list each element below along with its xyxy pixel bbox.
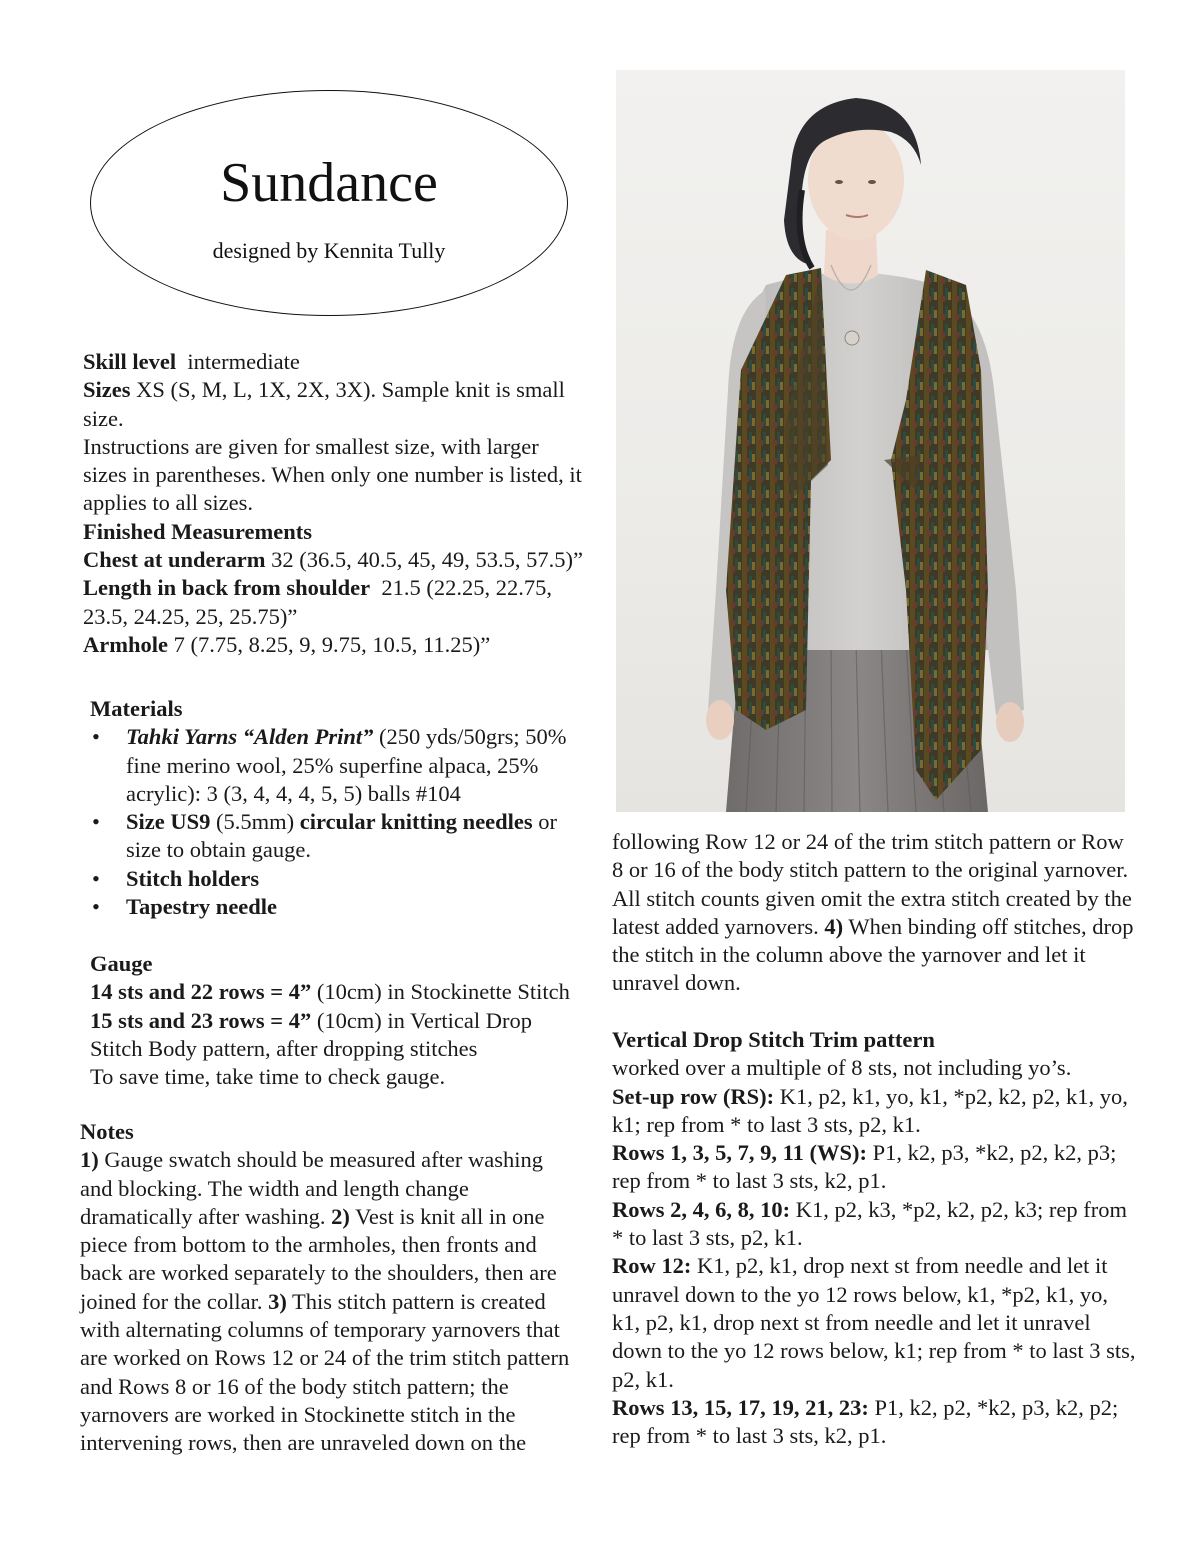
rows-13-23 [612,1394,1137,1451]
note-2-num: 2) [331,1203,350,1229]
tapestry-label: Tapestry needle [126,894,278,920]
sizes-value: XS (S, M, L, 1X, 2X, 3X). Sample knit is small size. [83,377,565,431]
notes-section [80,1118,575,1458]
gauge-section [90,950,575,1091]
materials-list [90,723,570,921]
row-12 [612,1252,1137,1393]
rows-odd [612,1139,1137,1196]
trim-intro: worked over a multiple of 8 sts, not including yo’s. [612,1055,1072,1081]
details-section [83,348,583,659]
armhole-label: Armhole [83,631,168,657]
yarn-name: Tahki Yarns “Alden Print” [126,724,374,750]
note-3-text: This stitch pattern is created with alternating columns of temporary yarnovers that are worked on Rows 12 or 24 of the trim stitch pattern and Rows 8 or 16 of the body stitch pattern; the yarnovers are worked in Stockinette stitch in the intervening rows, then are unraveled down on the [80,1288,570,1456]
pattern-title: Sundance [220,152,438,214]
materials-item-yarn [90,723,570,808]
length-value: 21.5 (22.25, 22.75, 23.5, 24.25, 25, 25.75)” [83,575,553,629]
rows-13-text: P1, k2, p2, *k2, p3, k2, p2; rep from * to last 3 sts, k2, p1. [612,1394,1119,1449]
materials-item-needles [90,808,570,865]
trim-heading: Vertical Drop Stitch Trim pattern [612,1027,935,1052]
model-photo [616,70,1125,812]
gauge-line-3: To save time, take time to check gauge. [90,1064,446,1090]
rows-even [612,1196,1137,1253]
setup-text: K1, p2, k1, yo, k1, *p2, k2, p2, k1, yo, k1; rep from * to last 3 sts, p2, k1. [612,1083,1128,1137]
row-12-text: K1, p2, k1, drop next st from needle and let it unravel down to the yo 12 rows below, k1, *p2, k1, yo, k1, p2, k1, drop next st from needle and let it unravel down to the yo 12 rows below, k1; rep from * to last 3 sts, p2, k1. [612,1253,1136,1392]
armhole-line [83,631,583,659]
vest-model-illustration [616,70,1125,812]
finished-measurements-heading: Finished Measurements [83,518,312,544]
materials-item-needle [90,893,570,921]
gauge-line-2 [90,1007,575,1064]
gauge-heading: Gauge [90,951,153,976]
bullet: • [92,894,100,920]
materials-item-holders [90,865,570,893]
materials-section [90,695,570,921]
row-12-label: Row 12: [612,1253,692,1279]
length-line [83,574,583,631]
setup-row [612,1083,1137,1140]
needle-size: Size US9 [126,809,211,835]
gauge-2-bold: 15 sts and 23 rows = 4” [90,1007,312,1033]
gauge-2-text: (10cm) in Vertical Drop Stitch Body pattern, after dropping stitches [90,1007,532,1061]
gauge-1-text: (10cm) in Stockinette Stitch [316,979,570,1005]
trim-pattern-section [612,1026,1137,1450]
bullet: • [92,809,100,835]
skill-line [83,348,583,376]
rows-13-label: Rows 13, 15, 17, 19, 21, 23: [612,1394,869,1420]
holders-label: Stitch holders [126,865,260,891]
materials-heading: Materials [90,696,183,721]
rows-odd-text: P1, k2, p3, *k2, p2, k2, p3; rep from * to last 3 sts, k2, p1. [612,1140,1117,1194]
needle-type: circular knitting needles [299,809,533,835]
note-1-num: 1) [80,1147,99,1173]
sizes-line [83,376,583,433]
note-2-text: Vest is knit all in one piece from bottom to the armholes, then fronts and back are worked separately to the shoulders, then are joined for the collar. [80,1203,557,1314]
notes-continued [612,828,1137,998]
needle-metric: (5.5mm) [216,809,295,835]
bullet: • [92,724,100,750]
notes-heading: Notes [80,1119,134,1144]
instructions-note: Instructions are given for smallest size, with larger sizes in parentheses. When only one number is listed, it applies to all sizes. [83,433,582,516]
setup-label: Set-up row (RS): [612,1083,775,1109]
note-4-num: 4) [824,913,844,939]
rows-odd-label: Rows 1, 3, 5, 7, 9, 11 (WS): [612,1140,868,1166]
gauge-line-1 [90,978,575,1006]
designer-byline: designed by Kennita Tully [212,238,446,263]
sizes-label: Sizes [83,377,131,403]
notes-body [80,1146,575,1457]
bullet: • [92,865,100,891]
note-4-text: When binding off stitches, drop the stitch in the column above the yarnover and let it unravel down. [612,913,1134,996]
note-1-text: Gauge swatch should be measured after washing and blocking. The width and length change dramatically after washing. [80,1147,543,1229]
yarn-details: (250 yds/50grs; 50% fine merino wool, 25% superfine alpaca, 25% acrylic): 3 (3, 4, 4, 4, 5, 5) balls #104 [126,724,567,806]
needle-note: or size to obtain gauge. [126,809,558,863]
chest-value: 32 (36.5, 40.5, 45, 49, 53.5, 57.5)” [271,547,583,573]
gauge-1-bold: 14 sts and 22 rows = 4” [90,979,312,1005]
chest-line [83,546,583,574]
rows-even-label: Rows 2, 4, 6, 8, 10: [612,1196,791,1222]
note-3-continued: following Row 12 or 24 of the trim stitch pattern or Row 8 or 16 of the body stitch pattern to the original yarnover. All stitch counts given omit the extra stitch created by the latest added yarnovers. [612,829,1132,939]
note-3-num: 3) [268,1288,287,1314]
skill-label: Skill level [83,349,177,374]
notes-continued-body [612,828,1137,998]
skill-value: intermediate [187,349,300,374]
armhole-value: 7 (7.75, 8.25, 9, 9.75, 10.5, 11.25)” [173,631,491,657]
rows-even-text: K1, p2, k3, *p2, k2, p2, k3; rep from * to last 3 sts, p2, k1. [612,1196,1127,1251]
chest-label: Chest at underarm [83,547,266,573]
length-label: Length in back from shoulder [83,575,371,601]
